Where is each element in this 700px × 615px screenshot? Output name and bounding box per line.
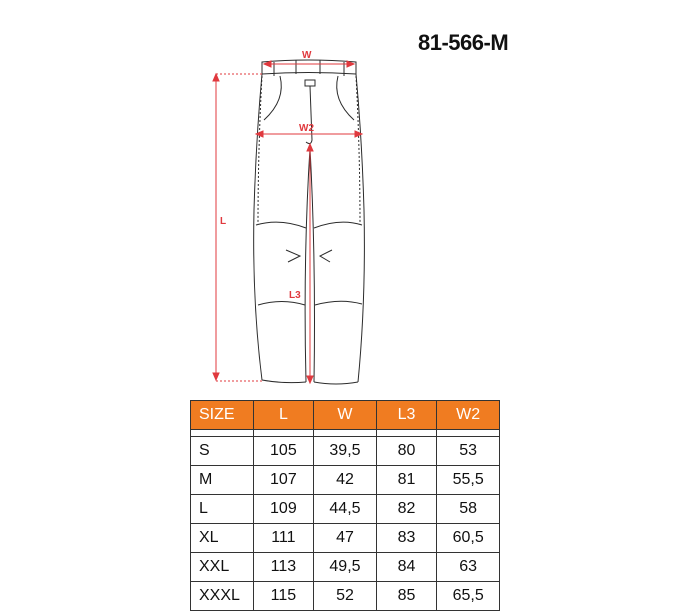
table-row [191, 495, 500, 524]
header-size: SIZE [191, 401, 254, 430]
cell-w: 44,5 [314, 495, 377, 524]
cell-l: 111 [253, 524, 314, 553]
table-spacer-row [191, 430, 500, 437]
cell-l3: 82 [376, 495, 437, 524]
dimension-label-l3: L3 [289, 290, 301, 301]
cell-l: 107 [253, 466, 314, 495]
cell-w: 39,5 [314, 437, 377, 466]
cell-w2: 53 [437, 437, 500, 466]
header-w: W [314, 401, 377, 430]
cell-l: 113 [253, 553, 314, 582]
dimension-label-w: W [302, 50, 312, 61]
cell-w2: 60,5 [437, 524, 500, 553]
cell-l3: 83 [376, 524, 437, 553]
cell-w: 49,5 [314, 553, 377, 582]
cell-l: 109 [253, 495, 314, 524]
cell-w2: 63 [437, 553, 500, 582]
cell-w: 47 [314, 524, 377, 553]
table-row [191, 553, 500, 582]
cell-w2: 58 [437, 495, 500, 524]
table-row [191, 437, 500, 466]
cell-l3: 81 [376, 466, 437, 495]
cell-l3: 84 [376, 553, 437, 582]
table-row [191, 524, 500, 553]
table-header-row [191, 401, 500, 430]
cell-w: 42 [314, 466, 377, 495]
cell-size: XL [191, 524, 254, 553]
table-row [191, 582, 500, 611]
cell-size: M [191, 466, 254, 495]
product-code: 81-566-M [418, 30, 509, 55]
dimension-label-w2: W2 [299, 123, 314, 134]
table-row [191, 466, 500, 495]
header-l3: L3 [376, 401, 437, 430]
cell-size: L [191, 495, 254, 524]
cell-size: S [191, 437, 254, 466]
cell-size: XXXL [191, 582, 254, 611]
size-table [190, 400, 500, 611]
cell-w2: 55,5 [437, 466, 500, 495]
cell-l: 105 [253, 437, 314, 466]
cell-l: 115 [253, 582, 314, 611]
cell-w2: 65,5 [437, 582, 500, 611]
trousers-outline [254, 60, 365, 384]
cell-l3: 80 [376, 437, 437, 466]
header-l: L [253, 401, 314, 430]
cell-l3: 85 [376, 582, 437, 611]
cell-size: XXL [191, 553, 254, 582]
header-w2: W2 [437, 401, 500, 430]
cell-w: 52 [314, 582, 377, 611]
dimension-label-l: L [220, 216, 227, 227]
